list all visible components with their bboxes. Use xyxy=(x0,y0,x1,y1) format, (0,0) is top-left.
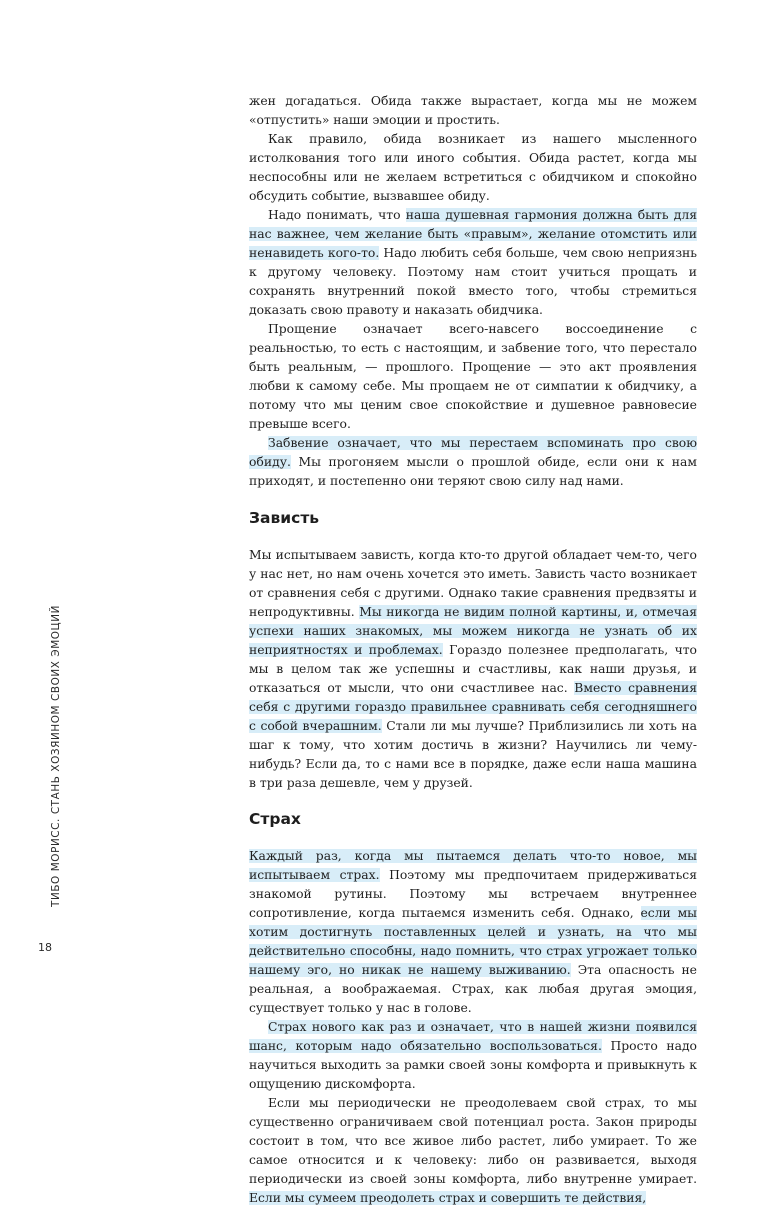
page-number: 18 xyxy=(38,941,52,954)
running-title: ТИБО МОРИСС. СТАНЬ ХОЗЯИНОМ СВОИХ ЭМОЦИЙ xyxy=(50,605,62,907)
paragraph-8 xyxy=(249,1018,697,1094)
section-heading-envy: Зависть xyxy=(249,509,320,527)
highlighted-text[interactable]: наша душевная гармония должна быть для нас важнее, чем желание быть «правым», желание отомстить или ненавидеть кого-то. xyxy=(249,208,697,260)
highlighted-text[interactable]: Каждый раз, когда мы пытаемся делать что-то новое, мы испытываем страх. xyxy=(249,849,697,882)
highlighted-text[interactable]: Вместо сравнения себя с другими гораздо правильнее сравнивать себя сегодняшнего с собой вчерашним. xyxy=(249,681,697,733)
highlighted-text[interactable]: Если мы сумеем преодолеть страх и совершить те действия, xyxy=(249,1191,647,1205)
text-run: Стали ли мы лучше? Приблизились ли хоть на шаг к тому, что хотим достичь в жизни? Научились ли чему-нибудь? Если да, то с нами все в порядке, даже если наша машина в три раза дешевле, чем у друзей. xyxy=(249,719,698,790)
text-run: Надо понимать, что xyxy=(268,208,406,222)
highlighted-text[interactable]: Забвение означает, что мы перестаем вспоминать про свою обиду. xyxy=(249,436,697,469)
highlighted-text[interactable]: Мы никогда не видим полной картины, и, отмечая успехи наших знакомых, мы можем никогда не узнать об их неприятностях и проблемах. xyxy=(249,605,697,657)
paragraph-9 xyxy=(249,1094,697,1208)
paragraph-4: Прощение означает всего-навсего воссоединение с реальностью, то есть с настоящим, и забвение того, что перестало быть реальным, — прошлого. Прощение — это акт проявления любви к самому себе. Мы прощаем не от симпатии к обидчику, а потому что мы ценим свое спокойствие и душевное равновесие превыше всего. xyxy=(249,322,697,431)
text-run: Поэтому мы предпочитаем придерживаться знакомой рутины. Поэтому мы встречаем внутреннее сопротивление, когда пытаемся изменить себя. Однако, xyxy=(249,868,697,920)
paragraph-3 xyxy=(249,206,697,320)
section-heading-fear: Страх xyxy=(249,810,301,828)
paragraph-1: жен догадаться. Обида также вырастает, когда мы не можем «отпустить» наши эмоции и простить. xyxy=(249,94,697,127)
text-run: Надо любить себя больше, чем свою неприязнь к другому человеку. Поэтому нам стоит учиться прощать и сохранять внутренний покой вместо того, чтобы стремиться доказать свою правоту и наказать обидчика. xyxy=(249,246,697,317)
text-run: Если мы периодически не преодолеваем свой страх, то мы существенно ограничиваем свой потенциал роста. Закон природы состоит в том, что все живое либо растет, либо умирает. То же самое относится и к человеку: либо он развивается, выходя периодически из своей зоны комфорта, либо внутренне умирает. xyxy=(249,1096,697,1186)
paragraph-6 xyxy=(249,546,697,793)
paragraph-5 xyxy=(249,434,697,491)
paragraph-2: Как правило, обида возникает из нашего мысленного истолкования того или иного события. Обида растет, когда мы неспособны или не желаем встретиться с обидчиком и спокойно обсудить событие, вызвавшее обиду. xyxy=(249,132,697,203)
paragraph-7 xyxy=(249,847,697,1018)
highlighted-text[interactable]: если мы хотим достигнуть поставленных целей и узнать, на что мы действительно способны, надо помнить, что страх угрожает только нашему эго, но никак не нашему выживанию. xyxy=(249,906,698,977)
text-run: Эта опасность не реальная, а воображаемая. Страх, как любая другая эмоция, существует только у нас в голове. xyxy=(249,963,697,1015)
text-run: Просто надо научиться выходить за рамки своей зоны комфорта и привыкнуть к ощущению дискомфорта. xyxy=(249,1039,697,1091)
text-run: Мы испытываем зависть, когда кто-то другой обладает чем-то, чего у нас нет, но нам очень хочется это иметь. Зависть часто возникает от сравнения себя с другими. Однако такие сравнения предвзяты и непродуктивны. xyxy=(249,548,697,619)
highlighted-text[interactable]: Страх нового как раз и означает, что в нашей жизни появился шанс, которым надо обязательно воспользоваться. xyxy=(249,1020,697,1053)
page-body xyxy=(249,92,697,1208)
text-run: Гораздо полезнее предполагать, что мы в целом так же успешны и счастливы, как наши друзья, и отказаться от мысли, что они счастливее нас. xyxy=(249,643,697,695)
text-run: Мы прогоняем мысли о прошлой обиде, если они к нам приходят, и постепенно они теряют свою силу над нами. xyxy=(249,455,697,488)
